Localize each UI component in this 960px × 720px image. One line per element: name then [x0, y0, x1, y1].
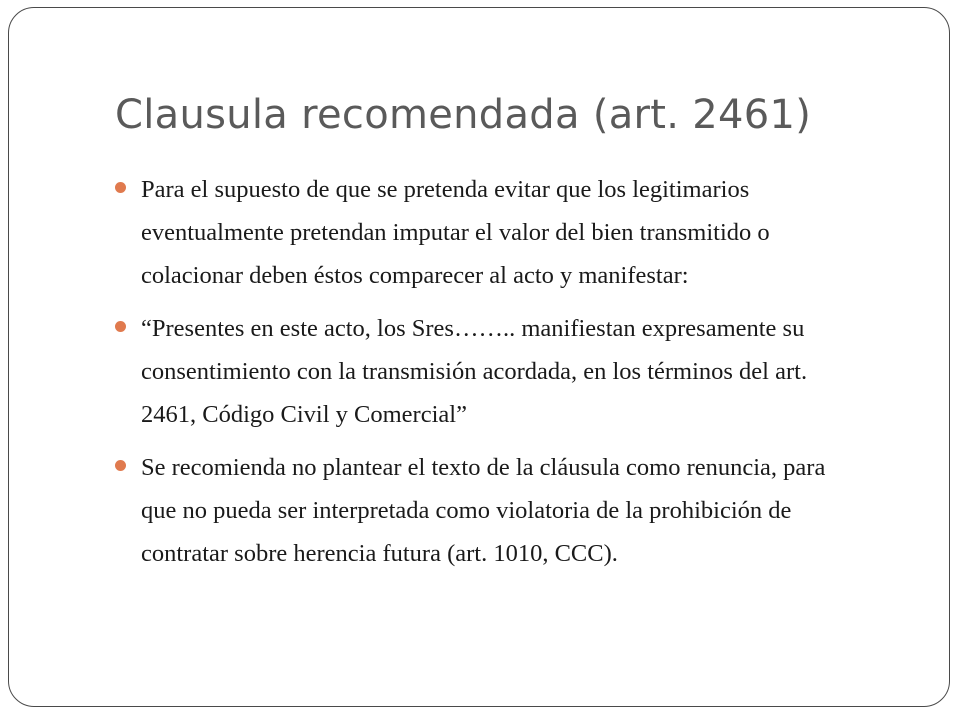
bullet-item: [115, 446, 835, 575]
slide-title: Clausula recomendada (art. 2461): [115, 92, 812, 138]
slide-frame: [8, 7, 950, 707]
bullet-list: [115, 168, 835, 585]
bullet-dot-icon: [115, 182, 126, 193]
bullet-text: Se recomienda no plantear el texto de la cláusula como renuncia, para que no pueda ser interpretada como violatoria de la prohibición de contratar sobre herencia futura (art. 1010, CCC).: [141, 454, 826, 567]
bullet-item: [115, 307, 835, 436]
bullet-dot-icon: [115, 321, 126, 332]
bullet-dot-icon: [115, 460, 126, 471]
bullet-text: Para el supuesto de que se pretenda evitar que los legitimarios eventualmente pretendan imputar el valor del bien transmitido o colacionar deben éstos comparecer al acto y manifestar:: [141, 176, 770, 289]
bullet-item: [115, 168, 835, 297]
bullet-text: “Presentes en este acto, los Sres…….. manifiestan expresamente su consentimiento con la transmisión acordada, en los términos del art. 2461, Código Civil y Comercial”: [141, 315, 808, 428]
